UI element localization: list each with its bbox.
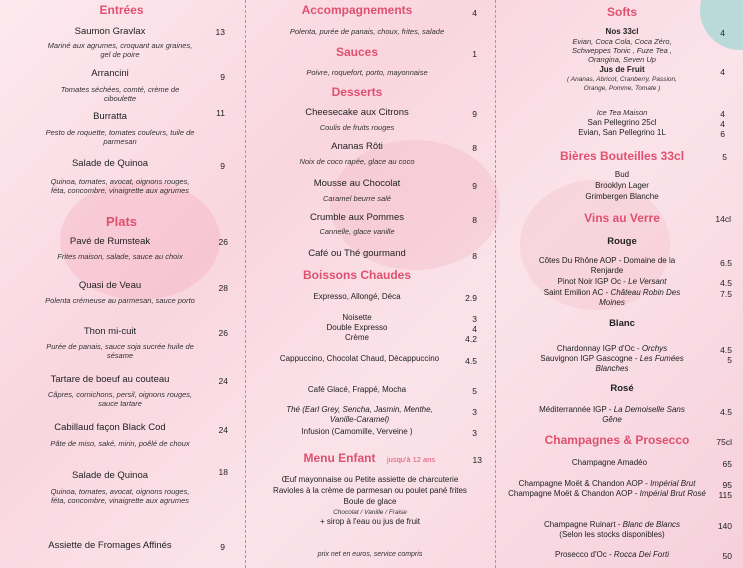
menu-item-name: Cheesecake aux Citrons bbox=[305, 107, 409, 118]
menu-item-price: 9 bbox=[220, 161, 225, 171]
section-title-champagnes: Champagnes & Prosecco bbox=[544, 433, 690, 447]
section-title-boissons-chaudes: Boissons Chaudes bbox=[302, 268, 412, 282]
drink-line: Schweppes Tonic , Fuze Tea , bbox=[572, 46, 672, 55]
drink-line: Jus de Fruit bbox=[599, 65, 645, 74]
section-title-accompagnements: Accompagnements bbox=[301, 3, 413, 17]
menu-item-price: 26 bbox=[218, 237, 228, 247]
menu-item-name: Pavé de Rumsteak bbox=[69, 236, 151, 247]
drink-price: 4 bbox=[472, 324, 477, 334]
menu-item-price: 18 bbox=[218, 467, 228, 477]
wine-price: 6.5 bbox=[720, 258, 732, 268]
kids-menu-line: Chocolat / Vanille / Fraise bbox=[333, 509, 407, 516]
column-divider bbox=[495, 0, 496, 568]
section-subtitle: jusqu'à 12 ans bbox=[387, 455, 436, 464]
menu-item-name: Crumble aux Pommes bbox=[310, 212, 404, 223]
wine-name: Saint Emilion AC - Château Robin Des Moines bbox=[543, 288, 681, 307]
beer-name: Grimbergen Blanche bbox=[585, 192, 659, 201]
drink-price: 4 bbox=[720, 109, 725, 119]
menu-item-price: 9 bbox=[220, 72, 225, 82]
menu-item-price: 8 bbox=[472, 251, 477, 261]
section-title-sauces: Sauces bbox=[335, 45, 379, 59]
menu-item-name: Salade de Quinoa bbox=[71, 470, 149, 481]
menu-item-price: 11 bbox=[216, 108, 225, 118]
drink-name: Thé (Earl Grey, Sencha, Jasmin, Menthe, Vanille-Caramel) bbox=[286, 405, 433, 424]
drink-price: 4 bbox=[720, 67, 725, 77]
drink-price: 4.5 bbox=[465, 356, 477, 366]
section-title-plats: Plats bbox=[105, 214, 138, 229]
drink-name: Double Expresso bbox=[326, 323, 388, 332]
champagne-price: 140 bbox=[717, 521, 732, 531]
wine-price: 4.5 bbox=[720, 278, 732, 288]
menu-item-desc: Coulis de fruits rouges bbox=[319, 123, 395, 132]
drink-line: Evian, Coca Cola, Coca Zéro, bbox=[572, 37, 672, 46]
champagne-name: Champagne Moët & Chandon AOP - Impérial Brut bbox=[518, 479, 696, 488]
drink-line: Orangina, Seven Up bbox=[588, 55, 656, 64]
beer-name: Bud bbox=[614, 170, 630, 179]
menu-item-name: Burratta bbox=[93, 111, 127, 122]
champagne-name: Champagne Amadéo bbox=[571, 458, 648, 467]
menu-item-desc: Caramel beurre salé bbox=[323, 194, 391, 203]
column-left bbox=[0, 0, 243, 568]
menu-item-name: Thon mi-cuit bbox=[83, 326, 137, 337]
champagne-price: 95 bbox=[722, 480, 732, 490]
section-price: 13 bbox=[472, 455, 482, 465]
wine-price: 4.5 bbox=[720, 345, 732, 355]
drink-price: 2.9 bbox=[465, 293, 477, 303]
drink-line: San Pellegrino 25cl bbox=[587, 118, 657, 127]
drink-line: ( Ananas, Abricot, Cranberry, Passion, bbox=[567, 76, 677, 83]
menu-item-name: Mousse au Chocolat bbox=[313, 178, 401, 189]
column-middle bbox=[247, 0, 493, 568]
footer-note: prix net en euros, service compris bbox=[317, 551, 423, 558]
menu-item-price: 28 bbox=[218, 283, 228, 293]
column-divider bbox=[245, 0, 246, 568]
wine-name: Côtes Du Rhône AOP - Domaine de la Renjarde bbox=[538, 256, 676, 275]
champagne-price: 115 bbox=[718, 490, 732, 500]
column-right bbox=[497, 0, 743, 568]
section-price: 1 bbox=[472, 49, 477, 59]
drink-price: 3 bbox=[472, 314, 477, 324]
drink-line: Orange, Pomme, Tomate ) bbox=[583, 85, 661, 92]
wine-category-blanc: Blanc bbox=[609, 318, 635, 329]
drink-price: 4 bbox=[720, 119, 725, 129]
beer-name: Brooklyn Lager bbox=[595, 181, 649, 190]
menu-item-desc: Noix de coco rapée, glace au coco bbox=[299, 157, 415, 166]
drink-line: Ice Tea Maison bbox=[596, 108, 648, 117]
drink-price: 4 bbox=[720, 28, 725, 38]
menu-item-desc: Polenta crémeuse au parmesan, sauce porto bbox=[45, 296, 195, 305]
menu-item-desc: Pesto de roquette, tomates couleurs, tuile de parmesan bbox=[45, 128, 195, 146]
section-price: 4 bbox=[472, 8, 477, 18]
menu-item-price: 24 bbox=[218, 425, 228, 435]
section-title-menu-enfant: Menu Enfant bbox=[303, 451, 376, 465]
menu-item-name: Assiette de Fromages Affinés bbox=[48, 540, 172, 551]
kids-menu-line: Boule de glace bbox=[343, 497, 397, 506]
champagne-price: 50 bbox=[722, 551, 732, 561]
menu-item-desc: Tomates séchées, comté, crème de ciboulette bbox=[60, 85, 180, 103]
menu-item-price: 9 bbox=[472, 181, 477, 191]
section-unit: 14cl bbox=[715, 214, 731, 224]
menu-item-name: Tartare de boeuf au couteau bbox=[50, 374, 170, 385]
drink-name: Infusion (Camomille, Verveine ) bbox=[301, 427, 413, 436]
drink-name: Noisette bbox=[342, 313, 372, 322]
drink-price: 4.2 bbox=[465, 334, 477, 344]
menu-item-name: Arrancini bbox=[91, 68, 129, 79]
menu-item-desc: Cannelle, glace vanille bbox=[319, 227, 395, 236]
menu-item-desc: Purée de panais, sauce soja sucrée huile de sésame bbox=[46, 342, 194, 360]
menu-item-desc: Quinoa, tomates, avocat, oignons rouges, féta, concombre, vinaigrette aux agrumes bbox=[50, 177, 190, 195]
menu-item-price: 9 bbox=[220, 542, 225, 552]
drink-name: Crème bbox=[344, 333, 369, 342]
menu-item-desc: Frites maison, salade, sauce au choix bbox=[57, 252, 183, 261]
drink-name: Café Glacé, Frappé, Mocha bbox=[307, 385, 407, 394]
menu-item-name: Salade de Quinoa bbox=[71, 158, 149, 169]
menu-item-desc: Pâte de miso, saké, mirin, poêlé de choux bbox=[50, 439, 190, 448]
wine-price: 4.5 bbox=[720, 407, 732, 417]
drink-price: 3 bbox=[472, 428, 477, 438]
champagne-name: Champagne Ruinart - Blanc de Blancs bbox=[543, 520, 681, 529]
menu-item-desc: Mariné aux agrumes, croquant aux graines, gel de poire bbox=[47, 41, 193, 59]
section-desc: Poivre, roquefort, porto, mayonnaise bbox=[306, 68, 428, 77]
menu-item-name: Ananas Rôti bbox=[331, 141, 383, 152]
menu-item-price: 13 bbox=[215, 27, 225, 37]
section-title-bieres: Bières Bouteilles 33cl bbox=[559, 149, 685, 163]
menu-item-desc: Câpres, cornichons, persil, oignons rouges, sauce tartare bbox=[47, 390, 193, 408]
menu-item-name: Saumon Gravlax bbox=[74, 26, 146, 37]
section-title-softs: Softs bbox=[607, 5, 637, 19]
menu-item-price: 8 bbox=[472, 215, 477, 225]
drink-price: 5 bbox=[472, 386, 477, 396]
section-title-desserts: Desserts bbox=[331, 85, 383, 99]
wine-name: Pinot Noir IGP Oc - Le Versant bbox=[557, 277, 667, 286]
drink-line: Evian, San Pellegrino 1L bbox=[578, 128, 666, 137]
section-desc: Polenta, purée de panais, choux, frites, salade bbox=[289, 27, 445, 36]
kids-menu-line: + sirop à l'eau ou jus de fruit bbox=[319, 517, 421, 526]
section-title-vins: Vins au Verre bbox=[584, 211, 660, 225]
menu-item-name: Café ou Thé gourmand bbox=[308, 248, 406, 259]
drink-name: Cappuccino, Chocolat Chaud, Décappuccino bbox=[279, 354, 440, 363]
section-title-entrees: Entrées bbox=[99, 3, 144, 17]
champagne-note: (Selon les stocks disponibles) bbox=[559, 530, 665, 539]
wine-name: Méditerrannée IGP - La Demoiselle Sans Gêne bbox=[539, 405, 685, 424]
menu-item-price: 8 bbox=[472, 143, 477, 153]
menu-item-name: Quasi de Veau bbox=[78, 280, 142, 291]
drink-name: Expresso, Allongé, Déca bbox=[313, 292, 401, 301]
section-price: 5 bbox=[722, 152, 727, 162]
wine-name: Sauvignon IGP Gascogne - Les Fumées Blanches bbox=[540, 354, 684, 373]
menu-item-price: 24 bbox=[218, 376, 228, 386]
section-unit: 75cl bbox=[716, 437, 732, 447]
menu-item-price: 26 bbox=[218, 328, 228, 338]
wine-name: Chardonnay IGP d'Oc - Orchys bbox=[556, 344, 668, 353]
wine-price: 5 bbox=[727, 355, 732, 365]
champagne-name: Prosecco d'Oc - Rocca Dei Forti bbox=[554, 550, 669, 559]
drink-line: Nos 33cl bbox=[605, 27, 639, 36]
drink-price: 3 bbox=[472, 407, 477, 417]
wine-category-rouge: Rouge bbox=[607, 236, 637, 247]
kids-menu-line: Ravioles à la crème de parmesan ou poulet pané frites bbox=[273, 486, 467, 495]
menu-item-desc: Quinoa, tomates, avocat, oignons rouges, féta, concombre, vinaigrette aux agrumes bbox=[50, 487, 190, 505]
menu-item-price: 9 bbox=[472, 109, 477, 119]
champagne-price: 65 bbox=[722, 459, 732, 469]
menu-item-name: Cabillaud façon Black Cod bbox=[54, 422, 166, 433]
wine-category-rose: Rosé bbox=[610, 383, 634, 394]
champagne-name: Champagne Moët & Chandon AOP - Impérial Brut Rosé bbox=[508, 489, 706, 498]
wine-price: 7.5 bbox=[720, 289, 732, 299]
drink-price: 6 bbox=[720, 129, 725, 139]
kids-menu-line: Œuf mayonnaise ou Petite assiette de charcuterie bbox=[281, 475, 459, 484]
